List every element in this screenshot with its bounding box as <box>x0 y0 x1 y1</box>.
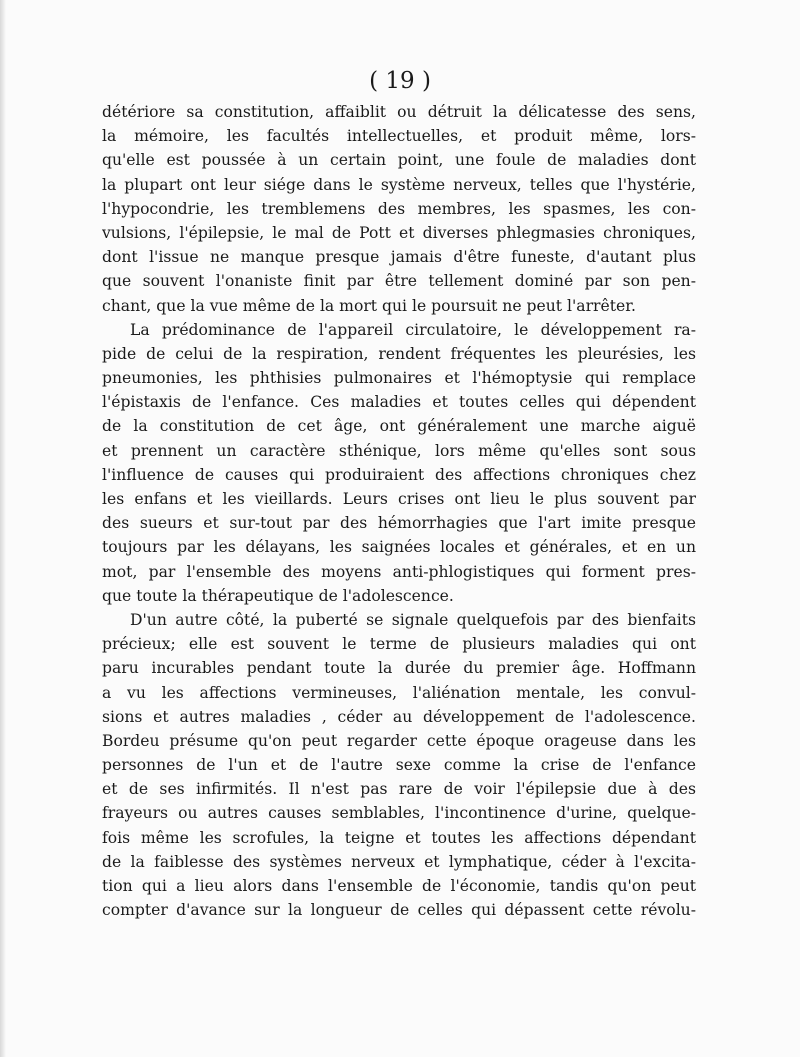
text-line: qu'elle est poussée à un certain point, une foule de maladies dont <box>102 151 696 170</box>
text-line: La prédominance de l'appareil circulatoire, le développement ra- <box>130 320 696 339</box>
text-line: mot, par l'ensemble des moyens anti-phlogistiques qui forment pres- <box>102 562 696 581</box>
text-line: frayeurs ou autres causes semblables, l'incontinence d'urine, quelque- <box>102 804 696 823</box>
text-line: que toute la thérapeutique de l'adolescence. <box>102 586 454 605</box>
text-line: pide de celui de la respiration, rendent fréquentes les pleurésies, les <box>102 344 696 363</box>
text-line: pneumonies, les phthisies pulmonaires et l'hémoptysie qui remplace <box>102 369 696 388</box>
text-line: de la constitution de cet âge, ont généralement une marche aiguë <box>102 417 696 436</box>
text-line: la mémoire, les facultés intellectuelles, et produit même, lors- <box>102 127 696 146</box>
page-number: ( 19 ) <box>369 68 431 94</box>
text-line: détériore sa constitution, affaiblit ou détruit la délicatesse des sens, <box>102 103 696 121</box>
text-line: précieux; elle est souvent le terme de plusieurs maladies qui ont <box>102 635 696 654</box>
text-line: de la faiblesse des systèmes nerveux et lymphatique, céder à l'excita- <box>102 852 696 871</box>
text-line: D'un autre côté, la puberté se signale quelquefois par des bienfaits <box>130 610 696 629</box>
text-line: l'influence de causes qui produiraient des affections chroniques chez <box>102 465 696 484</box>
text-line: paru incurables pendant toute la durée du premier âge. Hoffmann <box>102 659 696 678</box>
text-line: Bordeu présume qu'on peut regarder cette époque orageuse dans les <box>102 731 696 750</box>
text-line: l'hypocondrie, les tremblemens des membres, les spasmes, les con- <box>102 199 696 218</box>
text-line: les enfans et les vieillards. Leurs crises ont lieu le plus souvent par <box>102 490 696 508</box>
text-line: personnes de l'un et de l'autre sexe comme la crise de l'enfance <box>102 756 696 775</box>
text-line: la plupart ont leur siége dans le système nerveux, telles que l'hystérie, <box>102 175 696 194</box>
text-line: et de ses infirmités. Il n'est pas rare de voir l'épilepsie due à des <box>102 780 696 799</box>
page-edge-shadow <box>0 0 6 1057</box>
text-line: chant, que la vue même de la mort qui le poursuit ne peut l'arrêter. <box>102 296 636 315</box>
text-line: des sueurs et sur-tout par des hémorrhagies que l'art imite presque <box>102 514 696 533</box>
text-line: que souvent l'onaniste finit par être tellement dominé par son pen- <box>102 272 696 291</box>
text-line: fois même les scrofules, la teigne et toutes les affections dépendant <box>102 828 696 847</box>
text-line: dont l'issue ne manque presque jamais d'être funeste, d'autant plus <box>102 248 696 267</box>
text-line: a vu les affections vermineuses, l'aliénation mentale, les convul- <box>102 683 696 702</box>
text-line: vulsions, l'épilepsie, le mal de Pott et diverses phlegmasies chroniques, <box>102 223 696 242</box>
text-line: compter d'avance sur la longueur de celles qui dépassent cette révolu- <box>102 901 696 920</box>
text-line: et prennent un caractère sthénique, lors même qu'elles sont sous <box>102 441 696 460</box>
text-line: tion qui a lieu alors dans l'ensemble de l'économie, tandis qu'on peut <box>102 877 696 895</box>
body-text <box>102 100 696 922</box>
text-line: sions et autres maladies , céder au développement de l'adolescence. <box>102 707 696 726</box>
text-line: l'épistaxis de l'enfance. Ces maladies et toutes celles qui dépendent <box>102 393 696 412</box>
text-line: toujours par les délayans, les saignées locales et générales, et en un <box>102 538 696 557</box>
